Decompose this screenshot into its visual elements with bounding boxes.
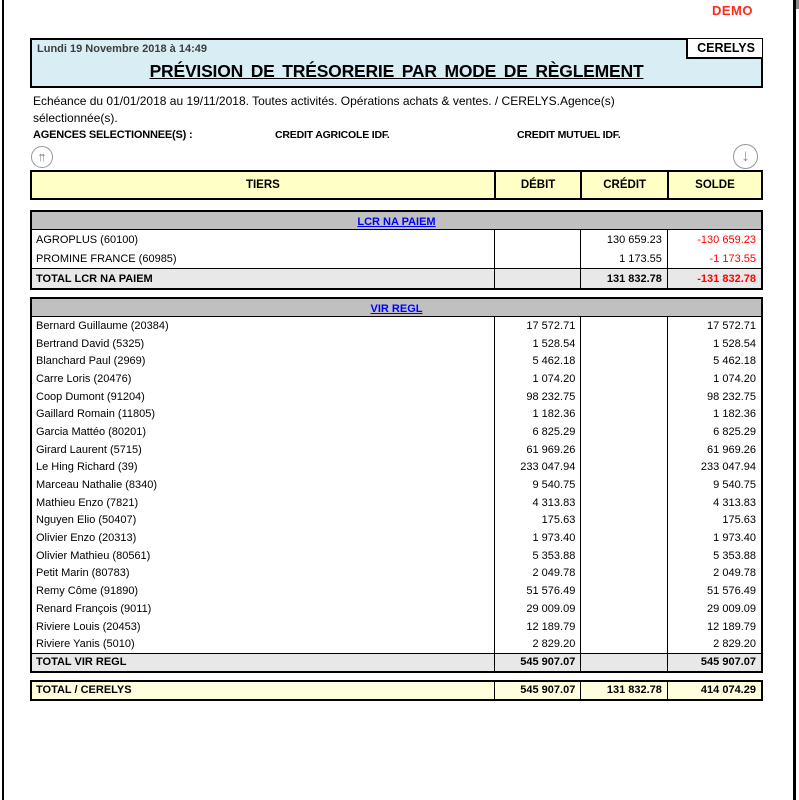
table-row — [32, 459, 761, 477]
solde-cell: 9 540.75 — [667, 476, 761, 494]
table-row — [32, 512, 761, 530]
credit-cell — [580, 352, 667, 370]
tiers-cell: Le Hing Richard (39) — [36, 461, 138, 474]
solde-cell: 4 313.83 — [667, 494, 761, 512]
down-arrow-icon: ↓ — [741, 146, 750, 165]
tiers-cell: Nguyen Elio (50407) — [36, 514, 137, 527]
solde-cell: -130 659.23 — [667, 230, 761, 249]
tiers-cell: TOTAL VIR REGL — [36, 656, 127, 669]
tiers-cell: Mathieu Enzo (7821) — [36, 496, 139, 509]
tiers-cell: Carre Loris (20476) — [36, 372, 132, 385]
solde-cell: 1 973.40 — [667, 529, 761, 547]
debit-cell: 2 049.78 — [494, 565, 581, 583]
table-row — [32, 582, 761, 600]
credit-cell — [580, 654, 667, 671]
solde-cell: 6 825.29 — [667, 423, 761, 441]
solde-cell: -131 832.78 — [667, 269, 761, 288]
table-row — [32, 635, 761, 653]
solde-cell: 2 829.20 — [667, 635, 761, 653]
debit-cell: 5 462.18 — [494, 352, 581, 370]
section-header-row — [32, 212, 761, 230]
tiers-cell: Riviere Louis (20453) — [36, 620, 141, 633]
debit-cell: 12 189.79 — [494, 618, 581, 636]
debit-cell: 98 232.75 — [494, 388, 581, 406]
table-row — [32, 494, 761, 512]
debit-cell — [494, 269, 581, 288]
payment-mode-section — [30, 210, 763, 290]
tiers-cell: Gaillard Romain (11805) — [36, 408, 156, 421]
section-total-row — [32, 268, 761, 288]
demo-watermark: DEMO — [712, 3, 753, 18]
debit-cell: 4 313.83 — [494, 494, 581, 512]
credit-cell — [580, 547, 667, 565]
credit-cell: 130 659.23 — [580, 230, 667, 249]
agencies-label: AGENCES SELECTIONNEE(S) : — [33, 129, 193, 141]
solde-cell: 5 353.88 — [667, 547, 761, 565]
debit-cell: 1 528.54 — [494, 335, 581, 353]
grand-total-solde: 414 074.29 — [667, 682, 761, 699]
credit-cell — [580, 512, 667, 530]
debit-cell: 233 047.94 — [494, 459, 581, 477]
section-header-row — [32, 299, 761, 317]
grand-total-label: TOTAL / CERELYS — [36, 684, 132, 697]
tiers-cell: Bertrand David (5325) — [36, 337, 145, 350]
credit-cell — [580, 635, 667, 653]
credit-cell — [580, 618, 667, 636]
solde-cell: 545 907.07 — [667, 654, 761, 671]
tiers-cell: Olivier Enzo (20313) — [36, 532, 137, 545]
solde-cell: -1 173.55 — [667, 249, 761, 268]
tiers-cell: TOTAL LCR NA PAIEM — [36, 272, 153, 285]
debit-cell: 545 907.07 — [494, 654, 581, 671]
grand-total-debit: 545 907.07 — [494, 682, 581, 699]
table-row — [32, 352, 761, 370]
tiers-cell: AGROPLUS (60100) — [36, 233, 139, 246]
table-row — [32, 529, 761, 547]
credit-cell — [580, 459, 667, 477]
solde-cell: 1 182.36 — [667, 405, 761, 423]
double-up-arrow-icon: ↑↑ — [37, 149, 43, 164]
table-row — [32, 441, 761, 459]
solde-cell: 61 969.26 — [667, 441, 761, 459]
table-row — [32, 423, 761, 441]
table-row — [32, 249, 761, 268]
debit-cell: 2 829.20 — [494, 635, 581, 653]
solde-cell: 1 528.54 — [667, 335, 761, 353]
tiers-cell: Renard François (9011) — [36, 602, 152, 615]
report-scope-text: Echéance du 01/01/2018 au 19/11/2018. Toutes activités. Opérations achats & ventes. / CERELYS.Agence(s) sélectionnée(s). — [33, 94, 615, 125]
credit-cell — [580, 441, 667, 459]
report-table — [30, 170, 763, 701]
scrollbar-corner — [796, 0, 799, 9]
solde-cell: 175.63 — [667, 512, 761, 530]
debit-cell: 51 576.49 — [494, 582, 581, 600]
section-link[interactable]: VIR REGL — [370, 303, 423, 315]
table-row — [32, 476, 761, 494]
column-header-credit: CRÉDIT — [580, 172, 667, 198]
debit-cell: 1 182.36 — [494, 405, 581, 423]
column-header-debit: DÉBIT — [494, 172, 581, 198]
credit-cell — [580, 565, 667, 583]
solde-cell: 2 049.78 — [667, 565, 761, 583]
grand-total-row — [30, 680, 763, 701]
credit-cell: 131 832.78 — [580, 269, 667, 288]
section-link[interactable]: LCR NA PAIEM — [357, 216, 436, 228]
column-header-tiers: TIERS — [245, 179, 280, 191]
solde-cell: 98 232.75 — [667, 388, 761, 406]
debit-cell: 175.63 — [494, 512, 581, 530]
debit-cell — [494, 230, 581, 249]
debit-cell: 1 973.40 — [494, 529, 581, 547]
table-row — [32, 317, 761, 335]
solde-cell: 29 009.09 — [667, 600, 761, 618]
credit-cell — [580, 529, 667, 547]
agencies-row — [33, 129, 763, 143]
payment-mode-section — [30, 297, 763, 673]
table-row — [32, 388, 761, 406]
report-title: PRÉVISION DE TRÉSORERIE PAR MODE DE RÈGLEMENT — [149, 61, 644, 81]
table-row — [32, 547, 761, 565]
table-row — [32, 565, 761, 583]
agency-name: CREDIT AGRICOLE IDF. — [275, 129, 390, 141]
debit-cell: 1 074.20 — [494, 370, 581, 388]
scroll-to-bottom-button[interactable] — [733, 144, 758, 169]
table-row — [32, 230, 761, 249]
tiers-cell: Girard Laurent (5715) — [36, 443, 142, 456]
tiers-cell: Olivier Mathieu (80561) — [36, 549, 151, 562]
tiers-cell: Marceau Nathalie (8340) — [36, 479, 158, 492]
debit-cell — [494, 249, 581, 268]
credit-cell — [580, 600, 667, 618]
scroll-to-top-button[interactable] — [31, 146, 53, 168]
agency-name: CREDIT MUTUEL IDF. — [517, 129, 621, 141]
credit-cell — [580, 388, 667, 406]
credit-cell — [580, 494, 667, 512]
credit-cell — [580, 423, 667, 441]
tiers-cell: Petit Marin (80783) — [36, 567, 130, 580]
table-row — [32, 370, 761, 388]
report-datetime: Lundi 19 Novembre 2018 à 14:49 — [37, 43, 207, 55]
column-header-solde: SOLDE — [667, 172, 761, 198]
tiers-cell: PROMINE FRANCE (60985) — [36, 252, 177, 265]
tiers-cell: Riviere Yanis (5010) — [36, 638, 135, 651]
debit-cell: 61 969.26 — [494, 441, 581, 459]
table-sections — [30, 210, 763, 673]
credit-cell — [580, 405, 667, 423]
credit-cell — [580, 582, 667, 600]
debit-cell: 29 009.09 — [494, 600, 581, 618]
table-row — [32, 335, 761, 353]
table-header-row — [30, 170, 763, 200]
debit-cell: 5 353.88 — [494, 547, 581, 565]
debit-cell: 9 540.75 — [494, 476, 581, 494]
section-total-row — [32, 653, 761, 671]
table-row — [32, 405, 761, 423]
company-name: CERELYS — [686, 39, 762, 59]
debit-cell: 6 825.29 — [494, 423, 581, 441]
solde-cell: 1 074.20 — [667, 370, 761, 388]
table-row — [32, 618, 761, 636]
tiers-cell: Blanchard Paul (2969) — [36, 355, 146, 368]
solde-cell: 51 576.49 — [667, 582, 761, 600]
credit-cell: 1 173.55 — [580, 249, 667, 268]
page-right-border — [793, 0, 796, 800]
solde-cell: 12 189.79 — [667, 618, 761, 636]
solde-cell: 5 462.18 — [667, 352, 761, 370]
credit-cell — [580, 370, 667, 388]
debit-cell: 17 572.71 — [494, 317, 581, 335]
credit-cell — [580, 317, 667, 335]
solde-cell: 233 047.94 — [667, 459, 761, 477]
tiers-cell: Bernard Guillaume (20384) — [36, 319, 169, 332]
page-left-border — [2, 0, 4, 800]
tiers-cell: Coop Dumont (91204) — [36, 390, 145, 403]
grand-total-credit: 131 832.78 — [580, 682, 667, 699]
solde-cell: 17 572.71 — [667, 317, 761, 335]
report-header-banner — [30, 38, 763, 88]
credit-cell — [580, 476, 667, 494]
table-row — [32, 600, 761, 618]
tiers-cell: Garcia Mattéo (80201) — [36, 425, 147, 438]
tiers-cell: Remy Côme (91890) — [36, 585, 139, 598]
credit-cell — [580, 335, 667, 353]
